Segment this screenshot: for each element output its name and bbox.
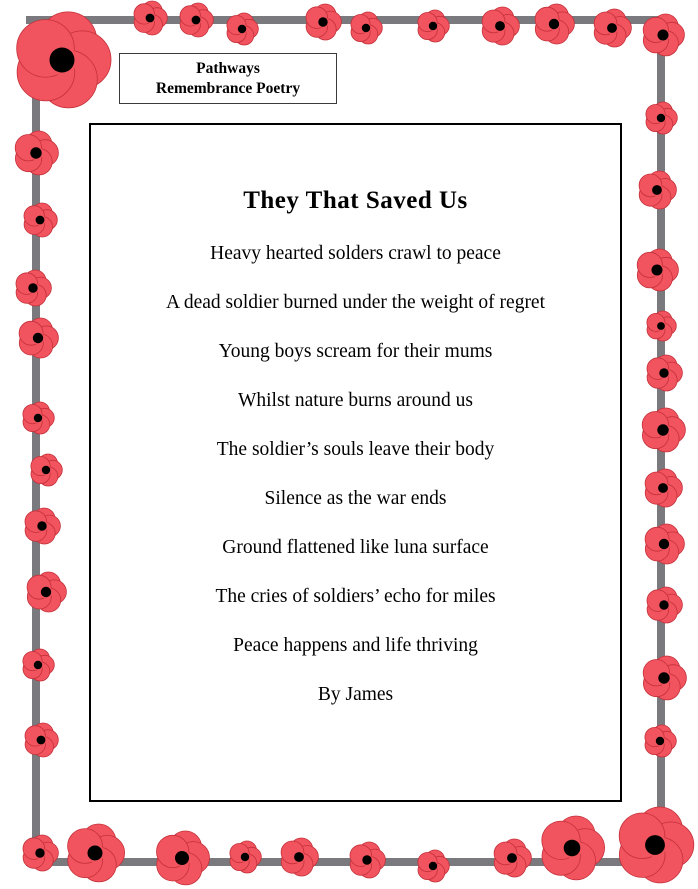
poppy-flower-icon xyxy=(23,649,54,681)
poppy-flower-icon xyxy=(31,454,62,486)
poppy-flower-icon xyxy=(645,725,676,757)
poppy-flower-icon xyxy=(19,318,58,358)
poppy-flower-icon xyxy=(637,249,678,291)
poem-line: The soldier’s souls leave their body xyxy=(216,439,495,460)
poppy-flower-icon xyxy=(647,587,682,623)
poem-line: Peace happens and life thriving xyxy=(233,635,478,656)
poppy-flower-icon xyxy=(27,572,66,612)
poppy-flower-icon xyxy=(25,723,58,757)
poppy-flower-icon xyxy=(180,3,213,37)
poem-line: Ground flattened like luna surface xyxy=(222,537,489,558)
series-label-line1: Pathways xyxy=(196,60,260,77)
poppy-flower-icon xyxy=(642,408,685,452)
poppy-flower-icon xyxy=(24,203,57,237)
poppy-flower-icon xyxy=(639,171,676,209)
poem-line: Heavy hearted solders crawl to peace xyxy=(210,243,501,264)
poppy-flower-icon xyxy=(134,1,167,35)
poppy-flower-icon xyxy=(350,842,385,878)
poppy-flower-icon xyxy=(645,469,682,507)
poppy-flower-icon xyxy=(647,355,682,391)
poppy-flower-icon xyxy=(594,9,631,47)
poppy-flower-icon xyxy=(157,831,210,885)
poem-body xyxy=(146,241,565,707)
poem-line: Silence as the war ends xyxy=(264,488,447,509)
poppy-flower-icon xyxy=(643,656,686,700)
poem-panel xyxy=(89,123,622,802)
poppy-flower-icon xyxy=(17,12,111,108)
poppy-flower-icon xyxy=(16,270,51,306)
poppy-flower-icon xyxy=(645,524,684,564)
poppy-flower-icon xyxy=(418,850,449,882)
poem-title: They That Saved Us xyxy=(243,187,468,214)
poppy-flower-icon xyxy=(643,14,684,56)
poppy-flower-icon xyxy=(494,839,531,877)
poppy-flower-icon xyxy=(68,824,125,882)
poppy-flower-icon xyxy=(619,807,694,883)
poppy-flower-icon xyxy=(23,402,54,434)
poppy-flower-icon xyxy=(646,102,677,134)
poem-line: The cries of soldiers’ echo for miles xyxy=(215,586,496,607)
series-label-box xyxy=(119,53,337,104)
poppy-flower-icon xyxy=(542,816,605,880)
poppy-flower-icon xyxy=(306,4,341,40)
poem-line: A dead soldier burned under the weight of regret xyxy=(165,292,546,313)
poppy-flower-icon xyxy=(15,131,58,175)
poppy-flower-icon xyxy=(281,838,318,876)
series-label-line2: Remembrance Poetry xyxy=(155,80,301,97)
poem-line: Young boys scream for their mums xyxy=(218,341,493,362)
poppy-flower-icon xyxy=(647,311,676,341)
poppy-flower-icon xyxy=(535,4,574,44)
poppy-flower-icon xyxy=(230,841,261,873)
poppy-flower-icon xyxy=(418,10,449,42)
poem-line: Whilst nature burns around us xyxy=(237,390,474,411)
poppy-flower-icon xyxy=(482,7,519,45)
poppy-flower-icon xyxy=(25,508,60,544)
poem-author: By James xyxy=(317,684,394,705)
